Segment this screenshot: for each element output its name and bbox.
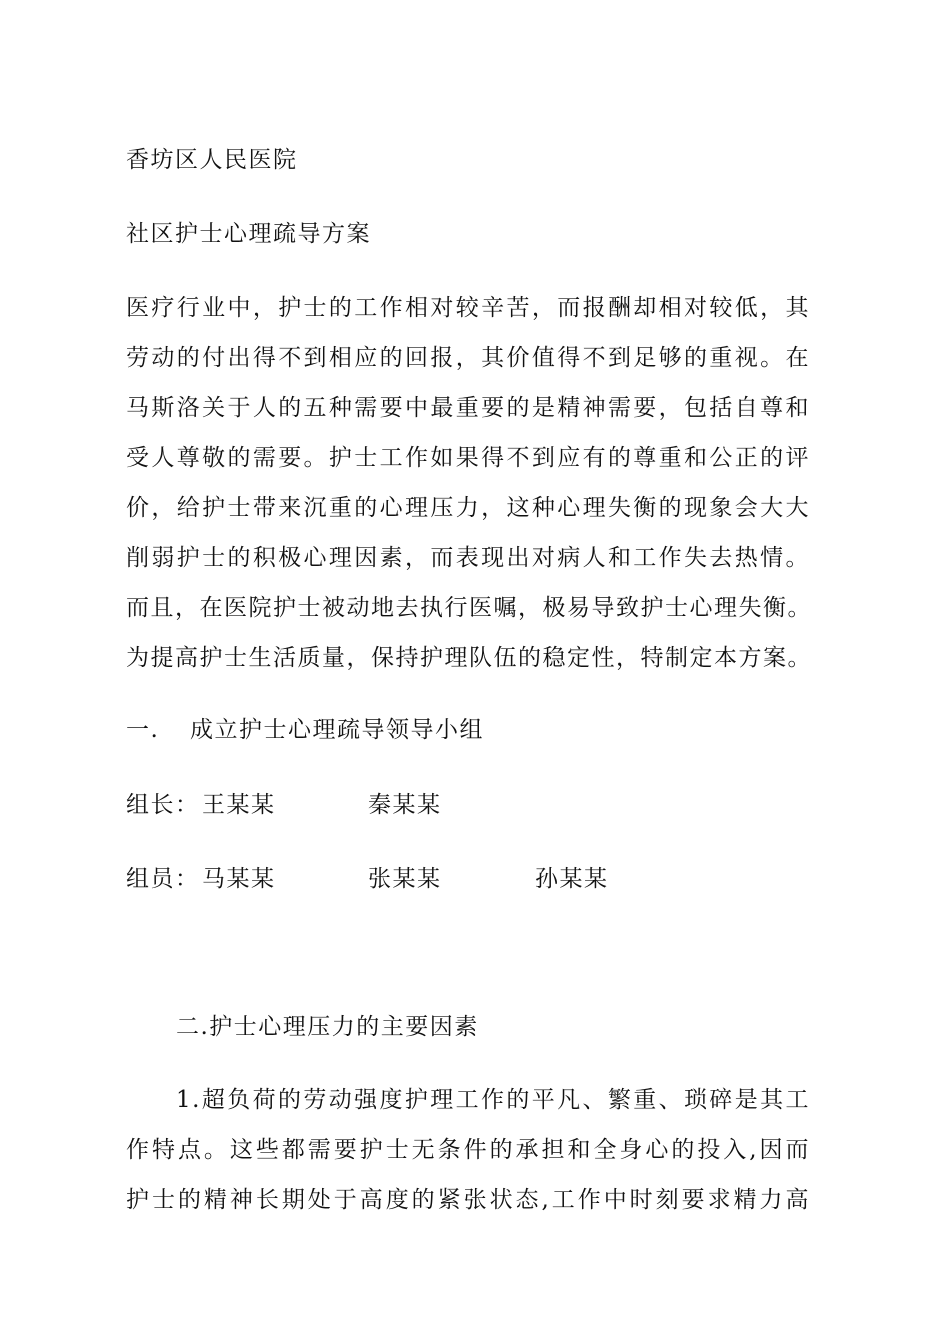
document-title: 社区护士心理疏导方案 — [126, 221, 371, 247]
section-1-number: 一. — [126, 717, 160, 743]
section-2-heading: 二.护士心理压力的主要因素 — [176, 1014, 479, 1040]
section-1-heading: 成立护士心理疏导领导小组 — [190, 717, 484, 743]
member-label: 组员： — [126, 866, 200, 892]
leader-name: 王某某 — [202, 792, 276, 818]
item-1-line: 作特点。这些都需要护士无条件的承担和全身心的投入,因而 — [126, 1137, 810, 1163]
item-1-line: 护士的精神长期处于高度的紧张状态,工作中时刻要求精力高 — [126, 1187, 810, 1213]
leader-name: 秦某某 — [368, 792, 442, 818]
item-1-line: 1.超负荷的劳动强度护理工作的平凡、繁重、琐碎是其工 — [176, 1087, 810, 1113]
hospital-name: 香坊区人民医院 — [126, 147, 298, 173]
leader-label: 组长： — [126, 792, 200, 818]
intro-line: 为提高护士生活质量，保持护理队伍的稳定性，特制定本方案。 — [126, 645, 812, 671]
intro-line: 而且，在医院护士被动地去执行医嘱，极易导致护士心理失衡。 — [126, 595, 812, 621]
member-name: 张某某 — [368, 866, 442, 892]
member-name: 孙某某 — [535, 866, 609, 892]
intro-line: 劳动的付出得不到相应的回报，其价值得不到足够的重视。在 — [126, 345, 810, 371]
intro-line: 医疗行业中，护士的工作相对较辛苦，而报酬却相对较低，其 — [126, 295, 810, 321]
member-name: 马某某 — [202, 866, 276, 892]
intro-line: 削弱护士的积极心理因素，而表现出对病人和工作失去热情。 — [126, 545, 810, 571]
intro-line: 马斯洛关于人的五种需要中最重要的是精神需要，包括自尊和 — [126, 395, 810, 421]
intro-line: 价，给护士带来沉重的心理压力，这种心理失衡的现象会大大 — [126, 495, 810, 521]
intro-line: 受人尊敬的需要。护士工作如果得不到应有的尊重和公正的评 — [126, 445, 810, 471]
